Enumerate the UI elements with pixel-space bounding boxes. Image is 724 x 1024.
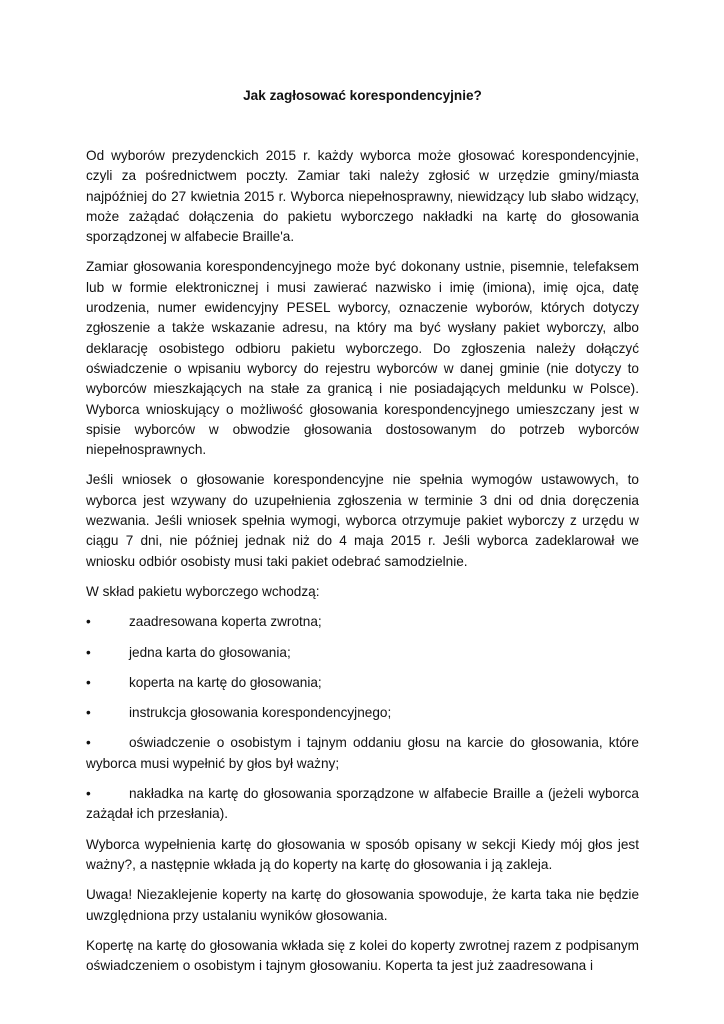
paragraph-application: Jeśli wniosek o głosowanie korespondencyjne nie spełnia wymogów ustawowych, to wyborca jest wzywany do uzupełnienia zgłoszenia w terminie 3 dni od dnia doręczenia wezwania. Jeśli wniosek spełnia wymogi, wyborca otrzymuje pakiet wyborczy z urzędu w ciągu 7 dni, nie później jednak niż do 4 maja 2015 r. Jeśli wyborca zadeklarował we wniosku odbiór osobisty musi taki pakiet odebrać samodzielnie.	[86, 472, 639, 569]
bullet-icon: •	[86, 614, 91, 630]
paragraph-declaration: Zamiar głosowania korespondencyjnego może być dokonany ustnie, pisemnie, telefaksem lub w formie elektronicznej i musi zawierać nazwisko i imię (imiona), imię ojca, datę urodzenia, numer ewidencyjny PESEL wyborcy, oznaczenie wyborów, których dotyczy zgłoszenie a także wskazanie adresu, na który ma być wysłany pakiet wyborczy, albo deklarację osobistego odbioru pakietu wyborczego. Do zgłoszenia należy dołączyć oświadczenie o wpisaniu wyborcy do rejestru wyborców w danej gminie (nie dotyczy to wyborców mieszkających na stałe za granicą i nie posiadających meldunku w Polsce). Wyborca wnioskujący o możliwość głosowania korespondencyjnego umieszczany jest w spisie wyborców w obwodzie głosowania dostosowanym do potrzeb wyborców niepełnosprawnych.	[86, 259, 639, 458]
paragraph-intro: Od wyborów prezydenckich 2015 r. każdy wyborca może głosować korespondencyjnie, czyli za pośrednictwem poczty. Zamiar taki należy zgłosić w urzędzie gminy/miasta najpóźniej do 27 kwietnia 2015 r. Wyborca niepełnosprawny, niewidzący lub słabo widzący, może zażądać dołączenia do pakietu wyborczego nakładki na kartę do głosowania sporządzonej w alfabecie Braille'a.	[86, 148, 639, 245]
bullet-icon: •	[86, 705, 91, 721]
list-item-text: nakładka na kartę do głosowania sporządzone w alfabecie Braille a (jeżeli wyborca zażądał ich przesłania).	[86, 786, 639, 822]
list-item	[86, 784, 639, 825]
list-item-text: jedna karta do głosowania;	[129, 644, 291, 660]
bullet-icon: •	[86, 674, 91, 690]
list-item-text: zaadresowana koperta zwrotna;	[129, 614, 322, 630]
paragraph-return-envelope: Kopertę na kartę do głosowania wkłada się z kolei do koperty zwrotnej razem z podpisanym oświadczeniem o osobistym i tajnym głosowaniu. Koperta ta jest już zaadresowana i	[86, 937, 639, 974]
list-intro: W skład pakietu wyborczego wchodzą:	[86, 583, 320, 599]
list-item	[86, 643, 639, 663]
paragraph-warning: Uwaga! Niezaklejenie koperty na kartę do głosowania spowoduje, że karta taka nie będzie uwzględniona przy ustalaniu wyników głosowania.	[86, 887, 639, 923]
bullet-icon: •	[86, 644, 91, 660]
document-page	[86, 86, 639, 986]
list-item-text: koperta na kartę do głosowania;	[129, 674, 322, 690]
list-item-text: instrukcja głosowania korespondencyjnego;	[129, 705, 392, 721]
bullet-icon: •	[86, 735, 91, 751]
list-item	[86, 673, 639, 693]
bullet-icon: •	[86, 786, 91, 802]
paragraph-fill-ballot: Wyborca wypełnienia kartę do głosowania w sposób opisany w sekcji Kiedy mój głos jest ważny?, a następnie wkłada ją do koperty na kartę do głosowania i ją zakleja.	[86, 836, 639, 872]
list-item	[86, 733, 639, 774]
list-item-text: oświadczenie o osobistym i tajnym oddaniu głosu na karcie do głosowania, które wyborca musi wypełnić by głos był ważny;	[86, 735, 639, 771]
list-item	[86, 703, 639, 723]
list-item	[86, 612, 639, 632]
document-title: Jak zagłosować korespondencyjnie?	[243, 88, 482, 103]
